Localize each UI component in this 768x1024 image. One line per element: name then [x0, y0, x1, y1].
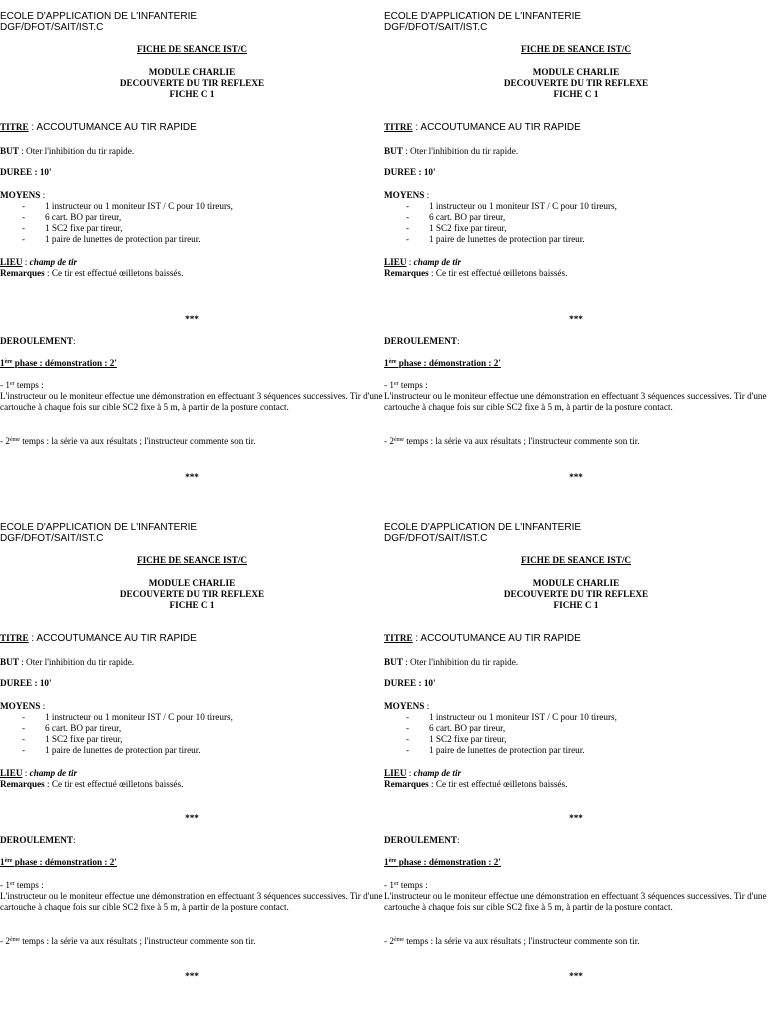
school-name: ECOLE D'APPLICATION DE L'INFANTERIE — [0, 522, 198, 533]
deroulement-label: DEROULEMENT — [384, 835, 457, 845]
section-separator: *** — [185, 314, 199, 324]
section-separator: *** — [569, 971, 583, 981]
remarques-line — [0, 779, 183, 789]
temps1-superscript: er — [393, 881, 399, 887]
temps2-text: temps : la série va aux résultats ; l'instructeur commente son tir. — [403, 936, 640, 946]
but-label: BUT — [384, 146, 403, 156]
list-bullet: - — [22, 201, 26, 211]
remarques-line — [384, 779, 567, 789]
moyens-heading — [0, 190, 45, 200]
moyens-item: 6 cart. BO par tireur, — [429, 723, 506, 733]
moyens-item: 1 instructeur ou 1 moniteur IST / C pour 10 tireurs, — [45, 201, 233, 211]
duree-line: DUREE : 10' — [384, 678, 436, 688]
temps2-superscript: ème — [393, 437, 404, 443]
fiche-top-left — [0, 0, 384, 512]
temps1-prefix: - 1 — [0, 380, 10, 390]
section-separator: *** — [185, 472, 199, 482]
list-bullet: - — [406, 234, 410, 244]
section-separator: *** — [185, 971, 199, 981]
temps1-prefix: - 1 — [0, 880, 10, 890]
fiche-bottom-left — [0, 511, 384, 1023]
document-title: FICHE DE SEANCE IST/C — [136, 44, 248, 54]
section-separator: *** — [185, 813, 199, 823]
lieu-line — [0, 257, 77, 267]
lieu-line — [384, 257, 461, 267]
temps2-prefix: - 2 — [0, 936, 10, 946]
list-bullet: - — [406, 745, 410, 755]
temps1-description: L'instructeur ou le moniteur effectue une démonstration en effectuant 3 séquences successives. Tir d'une cartouche à chaque fois sur cible SC2 fixe à 5 m, à partir de la posture contact. — [0, 391, 383, 413]
list-bullet: - — [406, 734, 410, 744]
list-bullet: - — [406, 712, 410, 722]
list-bullet: - — [406, 212, 410, 222]
temps1-superscript: er — [393, 381, 399, 387]
list-bullet: - — [22, 745, 26, 755]
but-line — [384, 657, 518, 667]
temps1-heading — [0, 380, 44, 390]
temps1-description: L'instructeur ou le moniteur effectue une démonstration en effectuant 3 séquences successives. Tir d'une cartouche à chaque fois sur cible SC2 fixe à 5 m, à partir de la posture contact. — [0, 891, 383, 913]
fiche-number: FICHE C 1 — [169, 89, 215, 99]
but-value: : Oter l'inhibition du tir rapide. — [18, 146, 135, 156]
titre-value: : ACCOUTUMANCE AU TIR RAPIDE — [412, 633, 581, 644]
titre-label: TITRE — [384, 122, 413, 132]
lieu-line — [384, 768, 461, 778]
reference-code: DGF/DFOT/SAIT/IST.C — [384, 533, 488, 544]
temps2-text: temps : la série va aux résultats ; l'instructeur commente son tir. — [19, 936, 256, 946]
moyens-item: 1 paire de lunettes de protection par tireur. — [429, 234, 585, 244]
moyens-heading — [384, 701, 429, 711]
remarques-value: : Ce tir est effectué œilletons baissés. — [44, 268, 184, 278]
moyens-item: 6 cart. BO par tireur, — [45, 212, 122, 222]
phase-text: phase : démonstration : 2' — [12, 358, 117, 368]
but-line — [384, 146, 518, 156]
temps1-suffix: temps : — [14, 880, 44, 890]
temps2-line — [0, 436, 256, 446]
remarques-value: : Ce tir est effectué œilletons baissés. — [428, 268, 568, 278]
deroulement-heading — [0, 336, 76, 346]
document-title: FICHE DE SEANCE IST/C — [520, 555, 632, 565]
list-bullet: - — [22, 723, 26, 733]
temps1-prefix: - 1 — [384, 880, 394, 890]
temps2-line — [384, 936, 640, 946]
moyens-heading — [0, 701, 45, 711]
phase-text: phase : démonstration : 2' — [396, 857, 501, 867]
titre-line — [384, 122, 581, 133]
moyens-colon: : — [424, 701, 430, 711]
temps1-description: L'instructeur ou le moniteur effectue une démonstration en effectuant 3 séquences successives. Tir d'une cartouche à chaque fois sur cible SC2 fixe à 5 m, à partir de la posture contact. — [384, 391, 767, 413]
moyens-item: 1 SC2 fixe par tireur, — [429, 223, 507, 233]
but-value: : Oter l'inhibition du tir rapide. — [18, 657, 135, 667]
phase-text: phase : démonstration : 2' — [396, 358, 501, 368]
temps1-superscript: er — [9, 881, 15, 887]
temps2-line — [0, 936, 256, 946]
titre-value: : ACCOUTUMANCE AU TIR RAPIDE — [28, 633, 197, 644]
lieu-label: LIEU — [384, 257, 407, 267]
module-name: MODULE CHARLIE — [148, 67, 236, 77]
duree-line: DUREE : 10' — [0, 678, 52, 688]
titre-value: : ACCOUTUMANCE AU TIR RAPIDE — [412, 122, 581, 133]
lieu-label: LIEU — [0, 257, 23, 267]
temps1-description: L'instructeur ou le moniteur effectue une démonstration en effectuant 3 séquences successives. Tir d'une cartouche à chaque fois sur cible SC2 fixe à 5 m, à partir de la posture contact. — [384, 891, 767, 913]
list-bullet: - — [22, 223, 26, 233]
moyens-item: 1 instructeur ou 1 moniteur IST / C pour 10 tireurs, — [45, 712, 233, 722]
module-subtitle: DECOUVERTE DU TIR REFLEXE — [503, 589, 649, 599]
lieu-label: LIEU — [384, 768, 407, 778]
phase-heading — [0, 857, 117, 867]
moyens-item: 6 cart. BO par tireur, — [45, 723, 122, 733]
remarques-line — [384, 268, 567, 278]
fiche-number: FICHE C 1 — [553, 89, 599, 99]
deroulement-colon: : — [73, 336, 76, 346]
moyens-label: MOYENS — [384, 190, 425, 200]
phase-number: 1 — [384, 857, 389, 867]
titre-label: TITRE — [384, 633, 413, 643]
moyens-item: 1 SC2 fixe par tireur, — [45, 734, 123, 744]
module-subtitle: DECOUVERTE DU TIR REFLEXE — [119, 78, 265, 88]
temps1-heading — [384, 880, 428, 890]
temps2-line — [384, 436, 640, 446]
temps1-suffix: temps : — [398, 380, 428, 390]
moyens-item: 6 cart. BO par tireur, — [429, 212, 506, 222]
lieu-line — [0, 768, 77, 778]
deroulement-colon: : — [457, 336, 460, 346]
moyens-colon: : — [424, 190, 430, 200]
deroulement-label: DEROULEMENT — [384, 336, 457, 346]
but-label: BUT — [384, 657, 403, 667]
phase-superscript: ère — [4, 858, 13, 864]
moyens-colon: : — [40, 190, 46, 200]
remarques-value: : Ce tir est effectué œilletons baissés. — [44, 779, 184, 789]
temps2-prefix: - 2 — [384, 436, 394, 446]
lieu-colon: : — [22, 257, 30, 267]
but-line — [0, 146, 134, 156]
remarques-line — [0, 268, 183, 278]
lieu-colon: : — [406, 257, 414, 267]
temps1-heading — [384, 380, 428, 390]
deroulement-colon: : — [457, 835, 460, 845]
lieu-value: champ de tir — [413, 257, 462, 267]
section-separator: *** — [569, 472, 583, 482]
deroulement-heading — [384, 835, 460, 845]
temps1-suffix: temps : — [398, 880, 428, 890]
titre-line — [0, 122, 197, 133]
temps2-text: temps : la série va aux résultats ; l'instructeur commente son tir. — [19, 436, 256, 446]
list-bullet: - — [406, 201, 410, 211]
list-bullet: - — [22, 212, 26, 222]
but-value: : Oter l'inhibition du tir rapide. — [402, 657, 519, 667]
phase-number: 1 — [0, 857, 5, 867]
remarques-label: Remarques — [384, 268, 429, 278]
temps2-superscript: ème — [9, 937, 20, 943]
moyens-label: MOYENS — [384, 701, 425, 711]
lieu-value: champ de tir — [29, 257, 78, 267]
moyens-item: 1 SC2 fixe par tireur, — [45, 223, 123, 233]
phase-text: phase : démonstration : 2' — [12, 857, 117, 867]
module-subtitle: DECOUVERTE DU TIR REFLEXE — [503, 78, 649, 88]
deroulement-heading — [0, 835, 76, 845]
deroulement-label: DEROULEMENT — [0, 336, 73, 346]
phase-heading — [384, 358, 501, 368]
module-name: MODULE CHARLIE — [532, 67, 620, 77]
module-subtitle: DECOUVERTE DU TIR REFLEXE — [119, 589, 265, 599]
temps1-suffix: temps : — [14, 380, 44, 390]
lieu-colon: : — [22, 768, 30, 778]
reference-code: DGF/DFOT/SAIT/IST.C — [384, 22, 488, 33]
temps2-prefix: - 2 — [0, 436, 10, 446]
phase-superscript: ère — [388, 858, 397, 864]
list-bullet: - — [22, 734, 26, 744]
remarques-label: Remarques — [0, 268, 45, 278]
document-title: FICHE DE SEANCE IST/C — [136, 555, 248, 565]
but-line — [0, 657, 134, 667]
lieu-label: LIEU — [0, 768, 23, 778]
moyens-item: 1 instructeur ou 1 moniteur IST / C pour 10 tireurs, — [429, 201, 617, 211]
duree-line: DUREE : 10' — [384, 167, 436, 177]
document-title: FICHE DE SEANCE IST/C — [520, 44, 632, 54]
section-separator: *** — [569, 813, 583, 823]
but-label: BUT — [0, 657, 19, 667]
titre-label: TITRE — [0, 122, 29, 132]
phase-number: 1 — [0, 358, 5, 368]
moyens-item: 1 instructeur ou 1 moniteur IST / C pour 10 tireurs, — [429, 712, 617, 722]
but-value: : Oter l'inhibition du tir rapide. — [402, 146, 519, 156]
moyens-item: 1 SC2 fixe par tireur, — [429, 734, 507, 744]
phase-superscript: ère — [4, 359, 13, 365]
phase-heading — [384, 857, 501, 867]
remarques-label: Remarques — [0, 779, 45, 789]
fiche-number: FICHE C 1 — [169, 600, 215, 610]
temps2-superscript: ème — [9, 437, 20, 443]
titre-label: TITRE — [0, 633, 29, 643]
moyens-heading — [384, 190, 429, 200]
deroulement-label: DEROULEMENT — [0, 835, 73, 845]
duree-line: DUREE : 10' — [0, 167, 52, 177]
school-name: ECOLE D'APPLICATION DE L'INFANTERIE — [384, 11, 582, 22]
fiche-number: FICHE C 1 — [553, 600, 599, 610]
temps1-heading — [0, 880, 44, 890]
lieu-colon: : — [406, 768, 414, 778]
list-bullet: - — [22, 712, 26, 722]
temps2-prefix: - 2 — [384, 936, 394, 946]
lieu-value: champ de tir — [413, 768, 462, 778]
reference-code: DGF/DFOT/SAIT/IST.C — [0, 533, 104, 544]
temps1-superscript: er — [9, 381, 15, 387]
deroulement-colon: : — [73, 835, 76, 845]
remarques-label: Remarques — [384, 779, 429, 789]
list-bullet: - — [22, 234, 26, 244]
lieu-value: champ de tir — [29, 768, 78, 778]
titre-line — [0, 633, 197, 644]
list-bullet: - — [406, 723, 410, 733]
remarques-value: : Ce tir est effectué œilletons baissés. — [428, 779, 568, 789]
list-bullet: - — [406, 223, 410, 233]
school-name: ECOLE D'APPLICATION DE L'INFANTERIE — [0, 11, 198, 22]
moyens-label: MOYENS — [0, 190, 41, 200]
section-separator: *** — [569, 314, 583, 324]
but-label: BUT — [0, 146, 19, 156]
temps2-superscript: ème — [393, 937, 404, 943]
titre-line — [384, 633, 581, 644]
reference-code: DGF/DFOT/SAIT/IST.C — [0, 22, 104, 33]
school-name: ECOLE D'APPLICATION DE L'INFANTERIE — [384, 522, 582, 533]
phase-heading — [0, 358, 117, 368]
moyens-label: MOYENS — [0, 701, 41, 711]
moyens-item: 1 paire de lunettes de protection par tireur. — [429, 745, 585, 755]
phase-superscript: ère — [388, 359, 397, 365]
fiche-top-right — [384, 0, 768, 512]
temps1-prefix: - 1 — [384, 380, 394, 390]
moyens-item: 1 paire de lunettes de protection par tireur. — [45, 234, 201, 244]
titre-value: : ACCOUTUMANCE AU TIR RAPIDE — [28, 122, 197, 133]
module-name: MODULE CHARLIE — [148, 578, 236, 588]
temps2-text: temps : la série va aux résultats ; l'instructeur commente son tir. — [403, 436, 640, 446]
module-name: MODULE CHARLIE — [532, 578, 620, 588]
phase-number: 1 — [384, 358, 389, 368]
moyens-item: 1 paire de lunettes de protection par tireur. — [45, 745, 201, 755]
deroulement-heading — [384, 336, 460, 346]
fiche-bottom-right — [384, 511, 768, 1023]
moyens-colon: : — [40, 701, 46, 711]
